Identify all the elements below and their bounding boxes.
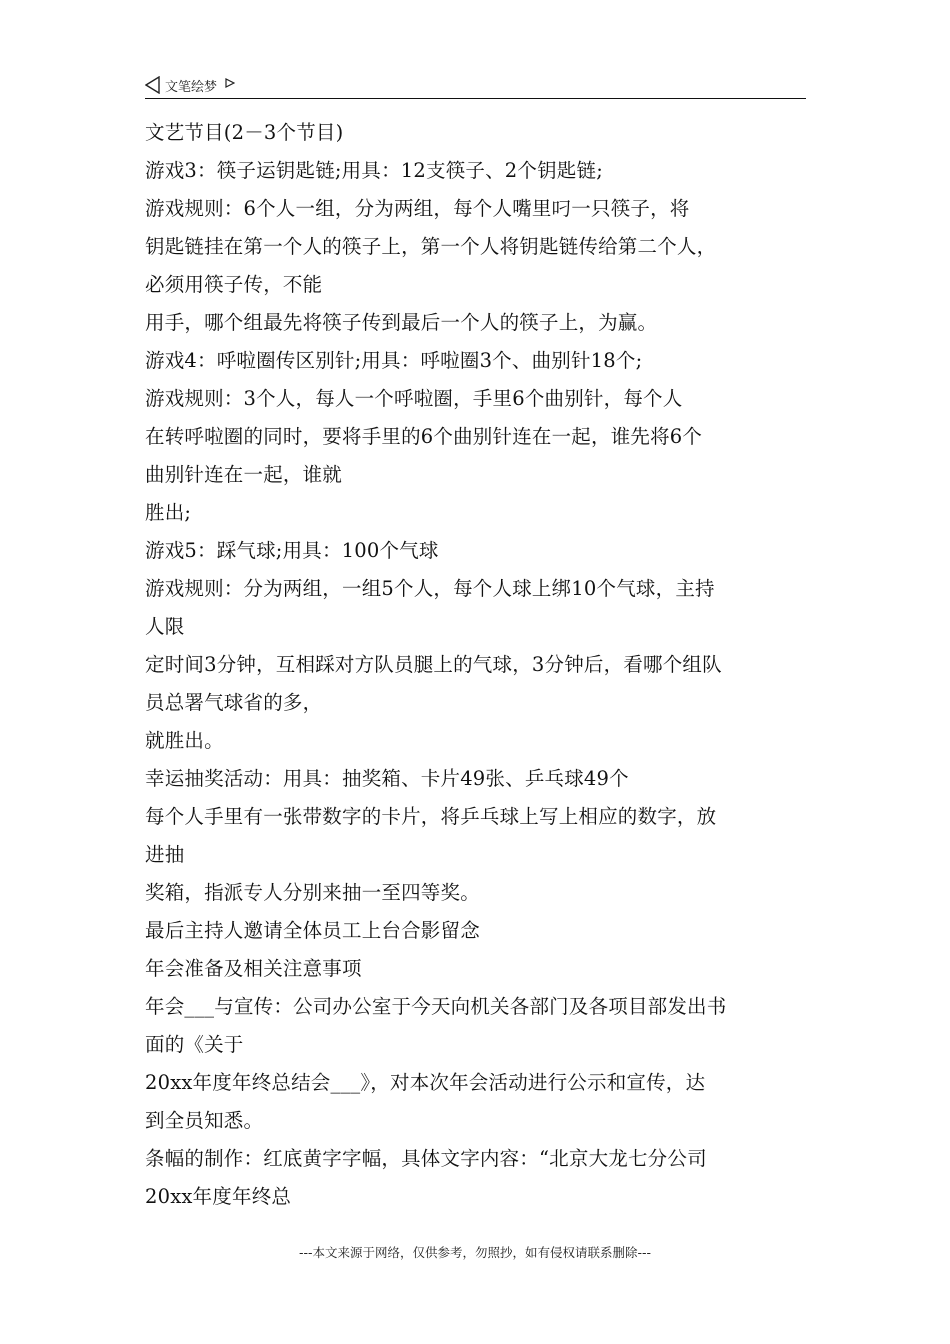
text-line: 幸运抽奖活动：用具：抽奖箱、卡片49张、乒乓球49个 [145,767,629,790]
text-line: 20xx年度年终总 [145,1185,292,1208]
text-line: 到全员知悉。 [145,1109,264,1132]
text-line: 年会___与宣传：公司办公室于今天向机关各部门及各项目部发出书 [145,995,727,1018]
text-line: 奖箱，指派专人分别来抽一至四等奖。 [145,881,480,904]
text-line: 钥匙链挂在第一个人的筷子上，第一个人将钥匙链传给第二个人， [145,235,717,258]
text-line: 条幅的制作：红底黄字字幅，具体文字内容：“北京大龙七分公司 [145,1147,707,1170]
triangle-right-icon [225,77,235,87]
text-line: 20xx年度年终总结会___》，对本次年会活动进行公示和宣传，达 [145,1071,706,1094]
page-header [145,72,235,98]
text-line: 游戏3：筷子运钥匙链;用具：12支筷子、2个钥匙链; [145,159,603,182]
text-line: 游戏规则：3个人，每人一个呼啦圈，手里6个曲别针，每个人 [145,387,683,410]
text-line: 在转呼啦圈的同时，要将手里的6个曲别针连在一起，谁先将6个 [145,425,703,448]
document-body [145,114,815,1216]
text-line: 人限 [145,615,185,638]
text-line: 游戏规则：分为两组，一组5个人，每个人球上绑10个气球，主持 [145,577,715,600]
text-line: 最后主持人邀请全体员工上台合影留念 [145,919,480,942]
triangle-left-icon [145,76,161,94]
text-line: 胜出; [145,501,192,524]
page-footer: ---本文来源于网络，仅供参考，勿照抄，如有侵权请联系删除--- [298,1245,652,1260]
text-line: 每个人手里有一张带数字的卡片，将乒乓球上写上相应的数字，放 [145,805,717,828]
text-line: 游戏4：呼啦圈传区别针;用具：呼啦圈3个、曲别针18个; [145,349,643,372]
text-line: 年会准备及相关注意事项 [145,957,362,980]
text-line: 必须用筷子传，不能 [145,273,323,296]
text-line: 文艺节目(2－3个节目) [145,121,344,144]
text-line: 曲别针连在一起，谁就 [145,463,343,486]
text-line: 进抽 [145,843,185,866]
header-brand: 文笔绘梦 [165,79,218,95]
text-line: 用手，哪个组最先将筷子传到最后一个人的筷子上，为赢。 [145,311,658,334]
text-line: 游戏规则：6个人一组，分为两组，每个人嘴里叼一只筷子，将 [145,197,690,220]
text-line: 游戏5：踩气球;用具：100个气球 [145,539,439,562]
text-line: 就胜出。 [145,729,224,752]
header-divider [145,98,806,99]
text-line: 定时间3分钟，互相踩对方队员腿上的气球，3分钟后，看哪个组队 [145,653,722,676]
text-line: 面的《关于 [145,1033,244,1056]
text-line: 员总署气球省的多， [145,691,323,714]
